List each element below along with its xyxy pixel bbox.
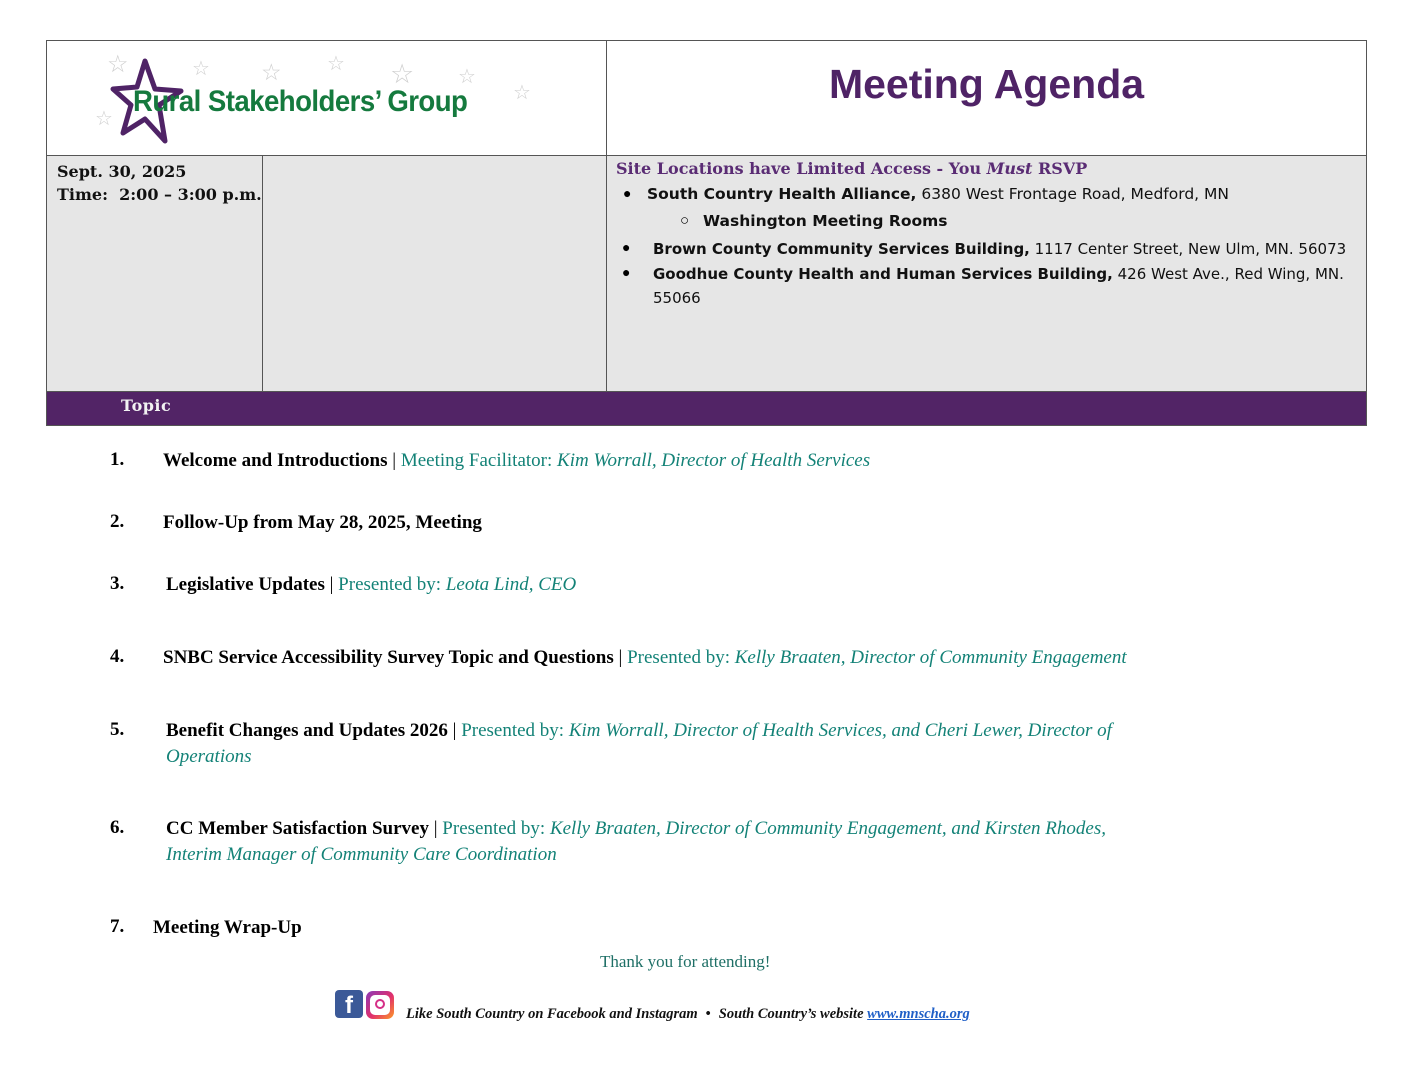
blank-cell bbox=[263, 156, 607, 391]
agenda-item: Benefit Changes and Updates 2026 | Presented by: Kim Worrall, Director of Health Services, and Cheri Lewer, Director of bbox=[166, 720, 1112, 741]
agenda-item: CC Member Satisfaction Survey | Presented by: Kelly Braaten, Director of Community Engagement, and Kirsten Rhodes, bbox=[166, 818, 1106, 839]
instagram-icon[interactable] bbox=[366, 991, 394, 1019]
star-icon: ☆ bbox=[261, 60, 282, 85]
agenda-number: 4. bbox=[110, 646, 125, 667]
agenda-item: Meeting Wrap-Up bbox=[153, 917, 302, 938]
site-location: South Country Health Alliance, 6380 West Frontage Road, Medford, MN bbox=[647, 185, 1229, 203]
agenda-number: 6. bbox=[110, 817, 125, 838]
bullet-icon: ● bbox=[622, 266, 631, 281]
date-time-cell bbox=[47, 156, 263, 391]
agenda-number: 1. bbox=[110, 449, 125, 470]
meeting-time: Time: 2:00 – 3:00 p.m. bbox=[57, 185, 262, 204]
agenda-number: 7. bbox=[110, 916, 125, 937]
logo-cell bbox=[47, 41, 607, 156]
site-location: Goodhue County Health and Human Services Building, 426 West Ave., Red Wing, MN. bbox=[653, 265, 1344, 283]
logo-text: Rural Stakeholders’ Group bbox=[133, 85, 468, 118]
title-cell bbox=[607, 41, 1366, 156]
agenda-item-continued: Interim Manager of Community Care Coordination bbox=[166, 844, 557, 865]
site-location: Brown County Community Services Building, 1117 Center Street, New Ulm, MN. 56073 bbox=[653, 240, 1347, 258]
website-link[interactable]: www.mnscha.org bbox=[867, 1006, 970, 1022]
facebook-icon[interactable]: f bbox=[335, 990, 363, 1018]
agenda-item: Legislative Updates | Presented by: Leota Lind, CEO bbox=[166, 574, 577, 595]
agenda-number: 5. bbox=[110, 719, 125, 740]
topic-header-bar bbox=[47, 391, 1366, 425]
star-icon: ☆ bbox=[390, 59, 415, 89]
agenda-item: Follow-Up from May 28, 2025, Meeting bbox=[163, 512, 482, 533]
topic-label: Topic bbox=[121, 396, 172, 415]
site-location-zip: 55066 bbox=[653, 289, 701, 307]
site-locations-cell bbox=[607, 156, 1366, 391]
thank-you-text: Thank you for attending! bbox=[600, 952, 771, 971]
agenda-header-table bbox=[46, 40, 1367, 426]
star-icon: ☆ bbox=[458, 66, 476, 88]
agenda-item: Welcome and Introductions | Meeting Facilitator: Kim Worrall, Director of Health Services bbox=[163, 450, 871, 471]
sites-heading: Site Locations have Limited Access - You Must RSVP bbox=[616, 159, 1088, 178]
star-icon: ☆ bbox=[192, 58, 210, 80]
page-title: Meeting Agenda bbox=[828, 61, 1145, 107]
hollow-bullet-icon: ○ bbox=[680, 213, 690, 229]
bullet-icon: ● bbox=[623, 187, 632, 202]
star-icon: ☆ bbox=[107, 52, 129, 78]
meeting-date: Sept. 30, 2025 bbox=[57, 162, 187, 181]
bullet-icon: ● bbox=[622, 241, 631, 256]
agenda-item-continued: Operations bbox=[166, 746, 252, 767]
agenda-item: SNBC Service Accessibility Survey Topic and Questions | Presented by: Kelly Braaten, Director of Community Engagement bbox=[163, 647, 1127, 668]
star-icon: ☆ bbox=[327, 53, 345, 75]
agenda-number: 3. bbox=[110, 573, 125, 594]
agenda-number: 2. bbox=[110, 511, 125, 532]
star-icon: ☆ bbox=[95, 108, 113, 130]
footer-text: Like South Country on Facebook and Instagram • South Country’s website www.mnscha.org bbox=[406, 1006, 970, 1022]
star-icon: ☆ bbox=[513, 82, 531, 104]
site-location-sub: Washington Meeting Rooms bbox=[703, 212, 948, 230]
